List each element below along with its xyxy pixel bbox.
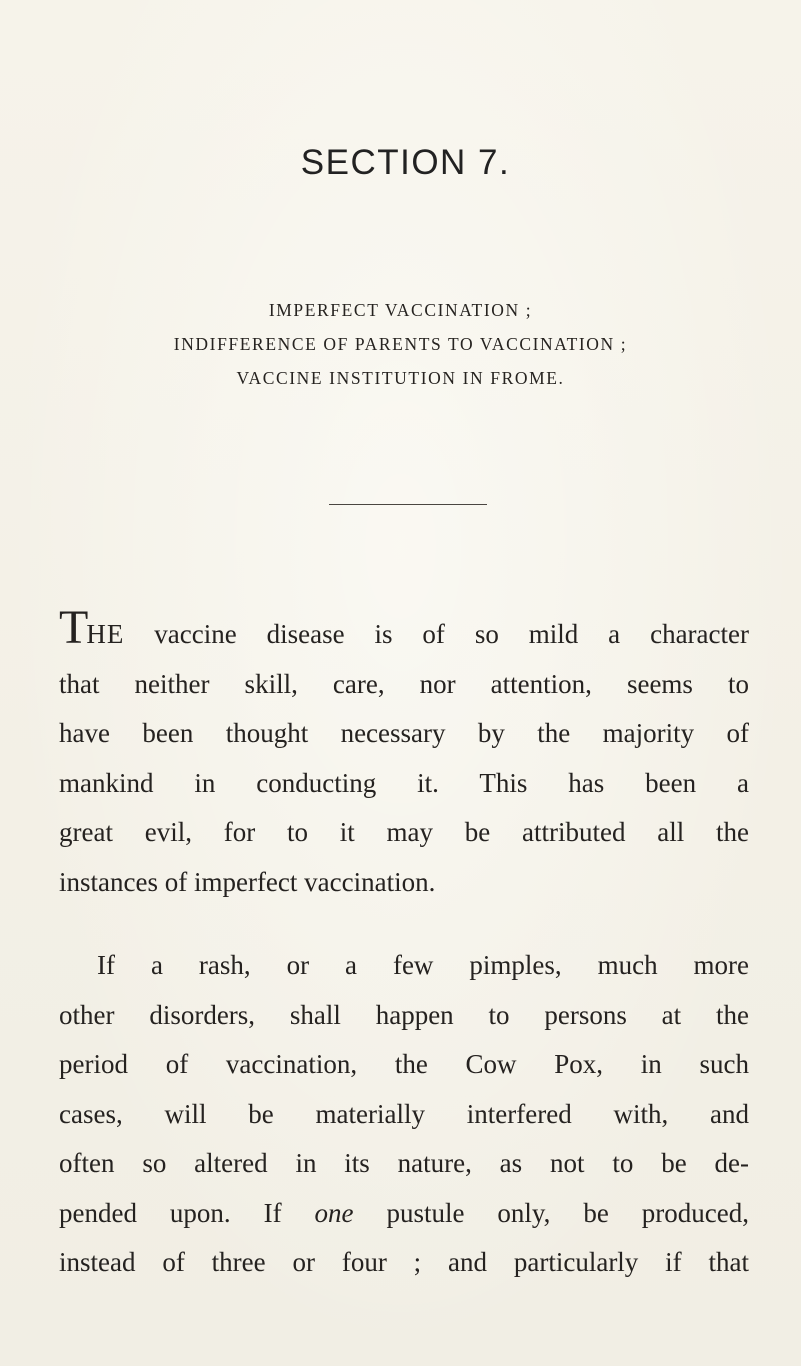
drop-cap: T <box>59 601 87 654</box>
first-word-smallcaps: HE <box>86 619 125 649</box>
subtitle-line-3: VACCINE INSTITUTION IN FROME. <box>236 368 565 388</box>
line-1-rest: vaccine disease is of so mild a character <box>124 619 749 649</box>
paragraph-2-line: If a rash, or a few pimples, much more <box>97 950 749 980</box>
paragraph-2-line: cases, will be materially interfered with, and <box>59 1098 749 1129</box>
paragraph-2 <box>59 941 749 1288</box>
subtitle-line-1: IMPERFECT VACCINATION ; <box>268 300 533 320</box>
paragraph-1 <box>59 601 749 907</box>
paragraph-1-line: mankind in conducting it. This has been a <box>59 767 749 798</box>
italic-word: one <box>314 1197 354 1228</box>
paragraph-1-line: instances of imperfect vaccination. <box>59 866 436 897</box>
section-subtitle <box>0 293 801 395</box>
line-6-before: pended upon. If <box>59 1197 315 1228</box>
subtitle-line-2: INDIFFERENCE OF PARENTS TO VACCINATION ; <box>173 334 628 354</box>
paragraph-2-line-7: instead of three or four ; and particularly if that <box>59 1247 749 1277</box>
paragraph-1-line: great evil, for to it may be attributed all the <box>59 817 749 847</box>
paragraph-2-line: other disorders, shall happen to persons at the <box>59 999 749 1030</box>
paragraph-2-line-6 <box>59 1189 749 1239</box>
section-heading: SECTION 7. <box>300 143 511 182</box>
divider-rule <box>329 504 487 505</box>
body-text <box>59 601 750 1288</box>
paragraph-1-line: that neither skill, care, nor attention, seems to <box>59 668 749 699</box>
paragraph-2-line: often so altered in its nature, as not to be de- <box>59 1148 749 1178</box>
paragraph-1-line: have been thought necessary by the majority of <box>59 718 749 748</box>
paragraph-2-line: period of vaccination, the Cow Pox, in such <box>59 1049 749 1079</box>
paragraph-1-line-1 <box>59 601 749 660</box>
line-6-after: pustule only, be produced, <box>353 1197 750 1228</box>
